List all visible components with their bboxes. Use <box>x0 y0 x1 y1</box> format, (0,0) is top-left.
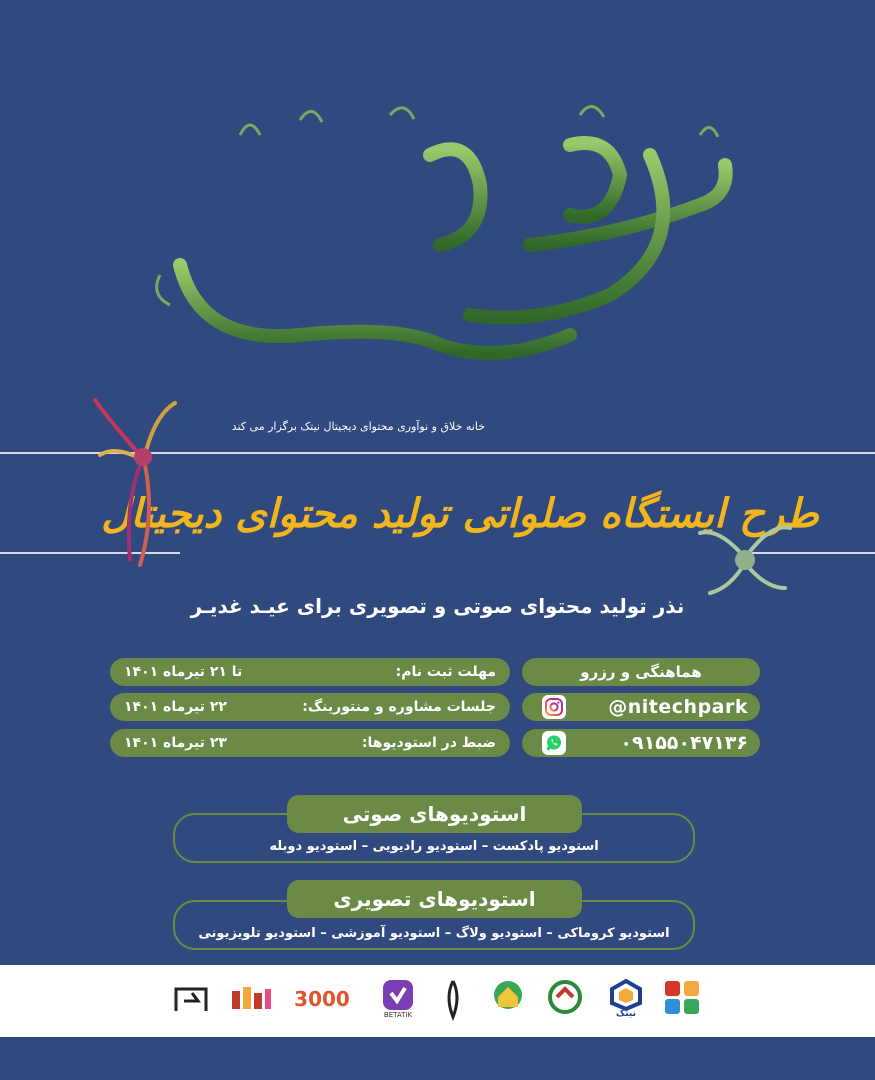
sponsor-logo-3 <box>545 976 585 1022</box>
audio-studios-list: استودیو پادکست – استودیو رادیویی – استودیو دوبله <box>269 839 599 854</box>
instagram-link[interactable] <box>522 693 760 721</box>
main-title <box>101 455 819 565</box>
schedule-value: ۲۳ تیرماه ۱۴۰۱ <box>124 735 227 751</box>
tagline: نذر تولید محتوای صوتی و تصویری برای عیـد غدیـر <box>190 594 685 618</box>
schedule-value: ۲۲ تیرماه ۱۴۰۱ <box>124 699 227 715</box>
bottom-band <box>0 1037 875 1080</box>
video-studios-title: استودیوهای تصویری <box>287 880 582 918</box>
schedule-label: ضبط در استودیوها: <box>361 735 496 751</box>
phone-number: ۰۹۱۵۵۰۴۷۱۳۶ <box>620 732 748 754</box>
betatik-logo: BETATIK <box>378 976 418 1022</box>
sponsor-logo-7 <box>292 976 352 1022</box>
schedule-row <box>110 729 510 757</box>
instagram-icon <box>542 695 566 719</box>
silver-phoenix-icon <box>690 518 800 598</box>
schedule-row <box>110 693 510 721</box>
sponsor-logo-9 <box>168 976 214 1022</box>
video-studios-list: استودیو کروماکی – استودیو ولاگ – استودیو آموزشی – استودیو تلویزیونی <box>198 926 670 941</box>
schedule-row <box>110 658 510 686</box>
schedule-label: جلسات مشاوره و منتورینگ: <box>302 699 496 715</box>
calligraphy-text: علی ولی الله <box>440 95 446 96</box>
phone-link[interactable] <box>522 729 760 757</box>
main-title-text: طرح ایستگاه صلواتی تولید محتوای دیجیتال <box>101 490 819 537</box>
sponsor-logo-1 <box>662 976 702 1022</box>
sponsor-logo-5 <box>438 976 468 1022</box>
svg-text:3000: 3000 <box>294 987 350 1011</box>
sponsor-logo-4 <box>488 976 528 1022</box>
nitech-logo: نیتک <box>603 976 649 1022</box>
audio-studios-title: استودیوهای صوتی <box>287 795 582 833</box>
calligraphy-ali-vali-allah <box>140 95 740 380</box>
schedule-value: تا ۲۱ تیرماه ۱۴۰۱ <box>124 664 243 680</box>
contact-title: هماهنگی و رزرو <box>522 658 760 686</box>
phoenix-bird-icon <box>85 395 195 570</box>
schedule-label: مهلت ثبت نام: <box>395 664 496 680</box>
instagram-handle: @nitechpark <box>608 696 748 718</box>
whatsapp-icon <box>542 731 566 755</box>
sponsor-logo-8 <box>228 976 274 1022</box>
organizer-text: خانه خلاق و نوآوری محتوای دیجیتال نیتک برگزار می کند <box>231 420 485 433</box>
